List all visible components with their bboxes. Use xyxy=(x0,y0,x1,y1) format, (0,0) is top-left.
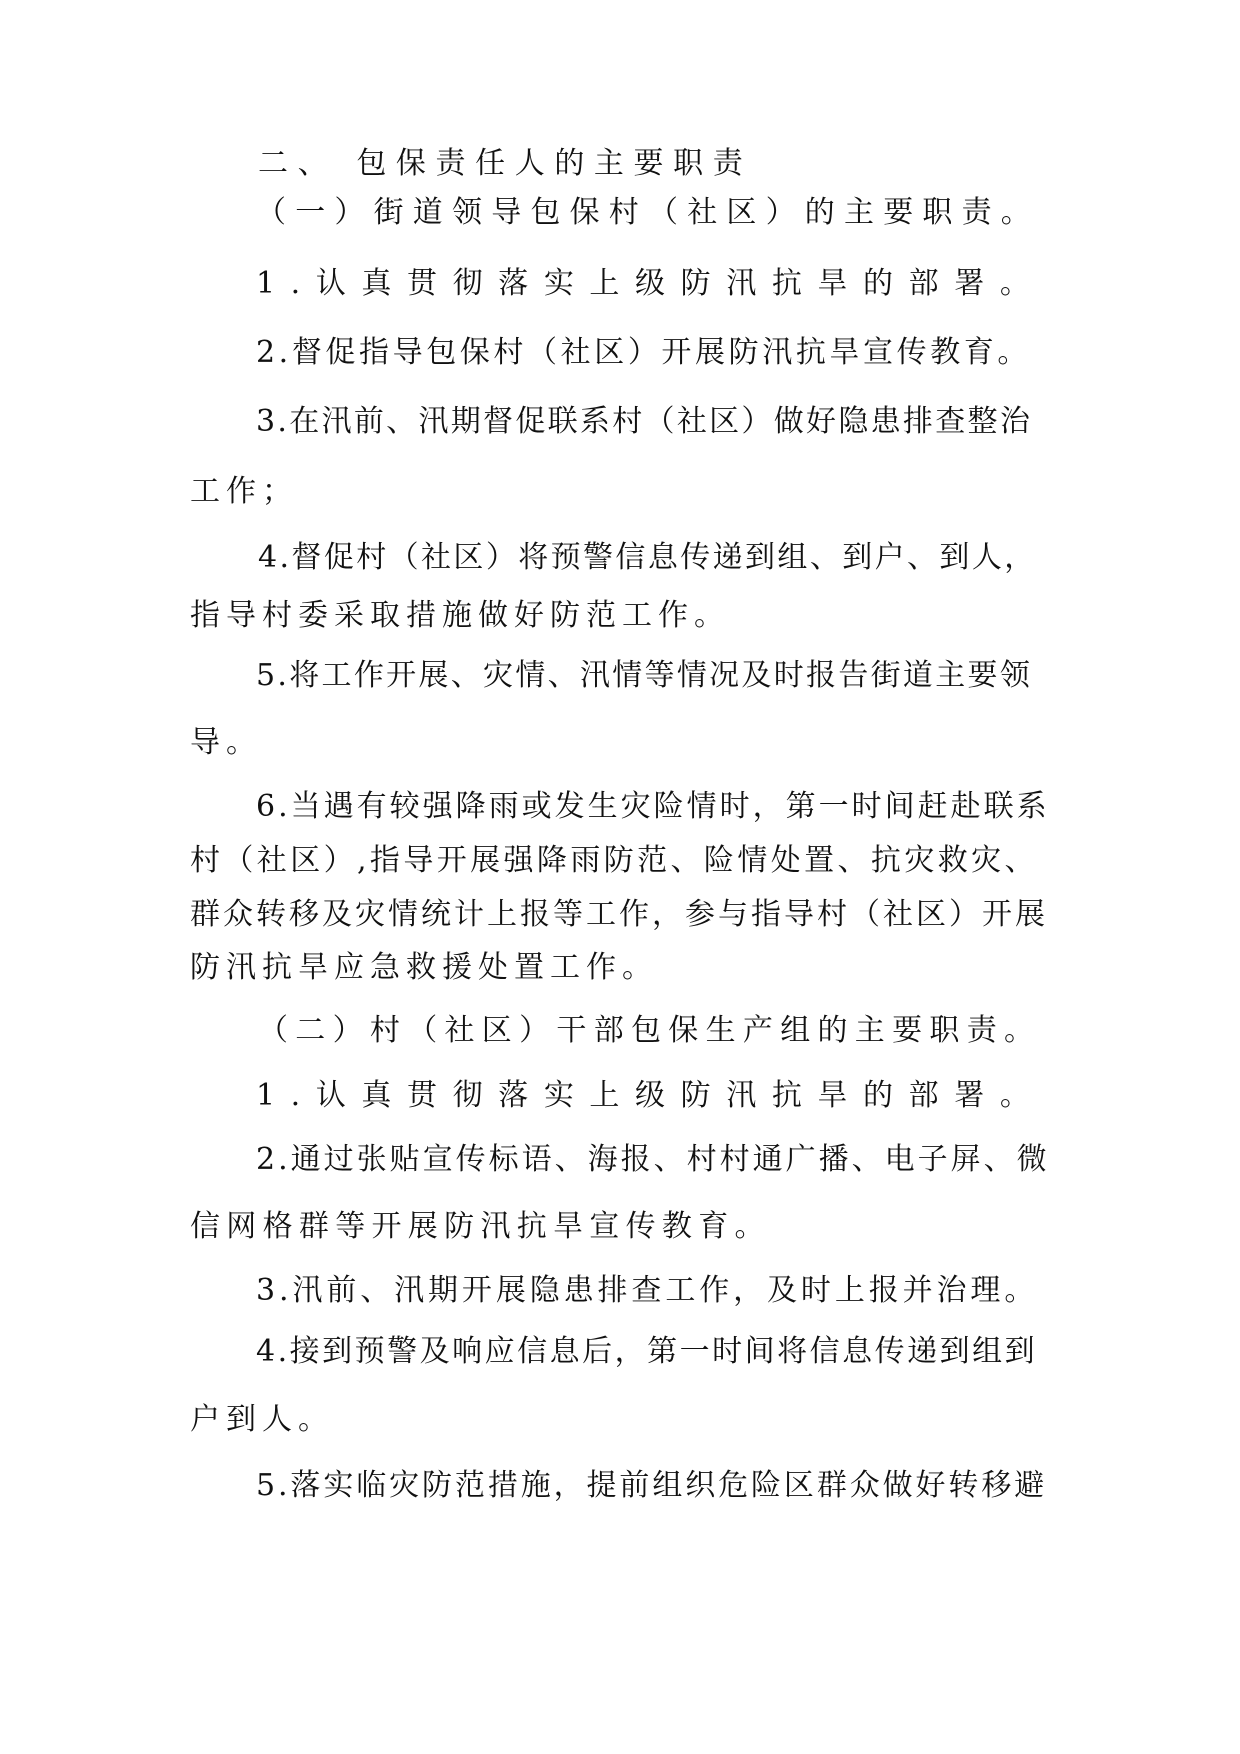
item-1-1: 1.认真贯彻落实上级防汛抗旱的部署。 xyxy=(256,266,1046,301)
item-2-5-line-1: 5.落实临灾防范措施，提前组织危险区群众做好转移避 xyxy=(256,1468,1048,1503)
item-2-2-line-1: 2.通过张贴宣传标语、海报、村村通广播、电子屏、微 xyxy=(256,1142,1050,1177)
subsection-heading-1: （一）街道领导包保村（社区）的主要职责。 xyxy=(256,195,1040,230)
item-1-3-line-2: 工作； xyxy=(190,474,298,509)
item-1-4-line-1: 4.督促村（社区）将预警信息传递到组、到户、到人， xyxy=(258,540,1037,575)
item-1-4-line-2: 指导村委采取措施做好防范工作。 xyxy=(190,598,730,633)
item-1-2: 2.督促指导包保村（社区）开展防汛抗旱宣传教育。 xyxy=(256,335,1032,370)
item-1-5-line-1: 5.将工作开展、灾情、汛情等情况及时报告街道主要领 xyxy=(256,658,1033,693)
item-1-6-line-2: 村（社区）,指导开展强降雨防范、险情处置、抗灾救灾、 xyxy=(190,843,1038,878)
item-1-6-line-4: 防汛抗旱应急救援处置工作。 xyxy=(190,950,658,985)
item-2-2-line-2: 信网格群等开展防汛抗旱宣传教育。 xyxy=(190,1209,771,1244)
item-2-4-line-2: 户到人。 xyxy=(190,1402,334,1437)
item-2-1: 1.认真贯彻落实上级防汛抗旱的部署。 xyxy=(256,1078,1046,1113)
item-1-5-line-2: 导。 xyxy=(190,725,262,760)
subsection-heading-2: （二）村（社区）干部包保生产组的主要职责。 xyxy=(258,1013,1042,1048)
section-heading: 二、 包保责任人的主要职责 xyxy=(258,146,753,181)
item-1-3-line-1: 3.在汛前、汛期督促联系村（社区）做好隐患排查整治 xyxy=(256,404,1033,439)
item-2-3: 3.汛前、汛期开展隐患排查工作，及时上报并治理。 xyxy=(256,1273,1039,1308)
item-1-6-line-3: 群众转移及灾情统计上报等工作，参与指导村（社区）开展 xyxy=(190,897,1048,932)
item-1-6-line-1: 6.当遇有较强降雨或发生灾险情时，第一时间赶赴联系 xyxy=(256,789,1050,824)
item-2-4-line-1: 4.接到预警及响应信息后，第一时间将信息传递到组到 xyxy=(256,1334,1038,1369)
